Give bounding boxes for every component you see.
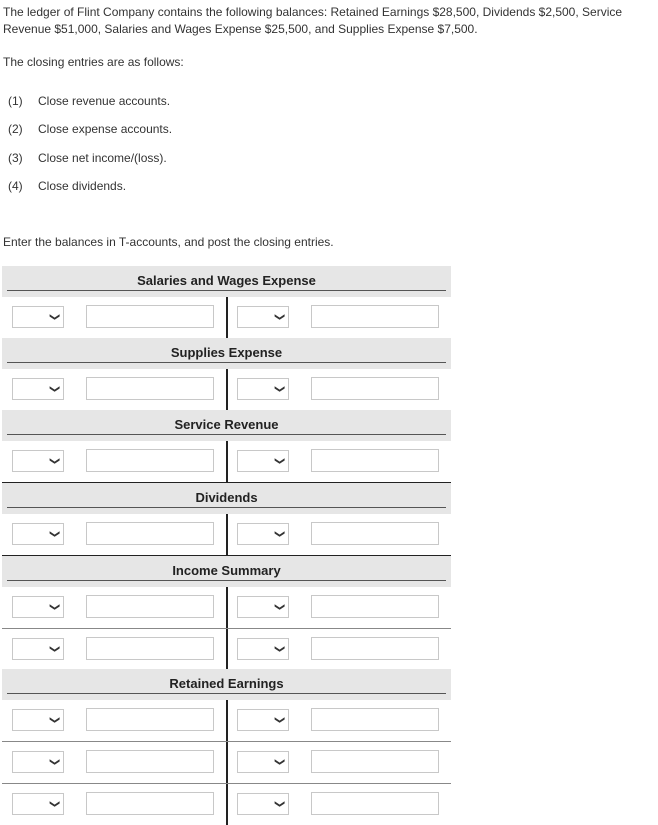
debit-amount-input[interactable] <box>86 305 214 328</box>
credit-account-select[interactable] <box>237 793 289 815</box>
t-divider <box>226 700 228 741</box>
t-row <box>2 783 451 825</box>
step-text: Close dividends. <box>38 179 127 193</box>
chevron-down-icon: ❯ <box>48 799 60 809</box>
account-header <box>2 556 451 587</box>
chevron-down-icon: ❯ <box>48 715 60 725</box>
credit-amount-input[interactable] <box>311 305 439 328</box>
debit-account-select[interactable] <box>12 306 64 328</box>
t-row <box>2 514 451 555</box>
header-rule <box>7 290 446 291</box>
credit-amount-input[interactable] <box>311 595 439 618</box>
step-text: Close expense accounts. <box>38 122 173 136</box>
t-account-income-summary <box>2 556 451 672</box>
debit-amount-input[interactable] <box>86 522 214 545</box>
t-divider <box>226 297 228 338</box>
step-2 <box>8 122 172 136</box>
t-row <box>2 587 451 628</box>
account-header <box>2 266 451 297</box>
debit-account-select[interactable] <box>12 596 64 618</box>
t-account-service-revenue <box>2 410 451 484</box>
account-title: Service Revenue <box>174 417 279 432</box>
credit-account-select[interactable] <box>237 709 289 731</box>
chevron-down-icon: ❯ <box>273 715 285 725</box>
step-number: (4) <box>8 179 23 193</box>
chevron-down-icon: ❯ <box>48 456 60 466</box>
chevron-down-icon: ❯ <box>273 602 285 612</box>
t-divider <box>226 514 228 555</box>
account-title: Retained Earnings <box>169 676 284 691</box>
credit-amount-input[interactable] <box>311 449 439 472</box>
t-divider <box>226 784 228 825</box>
credit-amount-input[interactable] <box>311 637 439 660</box>
t-divider <box>226 441 228 482</box>
debit-amount-input[interactable] <box>86 595 214 618</box>
chevron-down-icon: ❯ <box>273 529 285 539</box>
t-account-retained-earnings <box>2 669 451 825</box>
account-title: Supplies Expense <box>170 345 283 360</box>
t-row <box>2 700 451 741</box>
step-4 <box>8 179 126 193</box>
credit-account-select[interactable] <box>237 306 289 328</box>
debit-account-select[interactable] <box>12 751 64 773</box>
step-text: Close net income/(loss). <box>38 151 167 165</box>
account-header <box>2 483 451 514</box>
t-account-salaries-wages-expense <box>2 266 451 340</box>
credit-account-select[interactable] <box>237 751 289 773</box>
t-row <box>2 441 451 482</box>
debit-account-select[interactable] <box>12 793 64 815</box>
debit-account-select[interactable] <box>12 450 64 472</box>
t-row <box>2 297 451 338</box>
header-rule <box>7 434 446 435</box>
chevron-down-icon: ❯ <box>273 644 285 654</box>
t-divider <box>226 587 228 628</box>
t-account-dividends <box>2 483 451 557</box>
step-1 <box>8 94 170 108</box>
t-divider <box>226 369 228 410</box>
step-number: (2) <box>8 122 23 136</box>
header-rule <box>7 507 446 508</box>
credit-account-select[interactable] <box>237 638 289 660</box>
step-number: (1) <box>8 94 23 108</box>
credit-account-select[interactable] <box>237 523 289 545</box>
chevron-down-icon: ❯ <box>273 384 285 394</box>
t-row <box>2 628 451 670</box>
chevron-down-icon: ❯ <box>48 529 60 539</box>
debit-amount-input[interactable] <box>86 708 214 731</box>
chevron-down-icon: ❯ <box>48 602 60 612</box>
credit-amount-input[interactable] <box>311 708 439 731</box>
chevron-down-icon: ❯ <box>273 799 285 809</box>
account-header <box>2 410 451 441</box>
instructions: Enter the balances in T-accounts, and post the closing entries. <box>3 235 334 249</box>
header-rule <box>7 362 446 363</box>
credit-amount-input[interactable] <box>311 792 439 815</box>
credit-account-select[interactable] <box>237 378 289 400</box>
debit-amount-input[interactable] <box>86 377 214 400</box>
chevron-down-icon: ❯ <box>48 384 60 394</box>
account-header <box>2 669 451 700</box>
chevron-down-icon: ❯ <box>273 312 285 322</box>
step-3 <box>8 151 167 165</box>
credit-amount-input[interactable] <box>311 750 439 773</box>
chevron-down-icon: ❯ <box>273 757 285 767</box>
t-row <box>2 741 451 783</box>
closing-entries-heading: The closing entries are as follows: <box>3 55 184 69</box>
debit-account-select[interactable] <box>12 638 64 660</box>
account-title: Dividends <box>195 490 258 505</box>
credit-account-select[interactable] <box>237 450 289 472</box>
account-title: Income Summary <box>172 563 281 578</box>
credit-amount-input[interactable] <box>311 377 439 400</box>
chevron-down-icon: ❯ <box>48 644 60 654</box>
chevron-down-icon: ❯ <box>48 757 60 767</box>
debit-amount-input[interactable] <box>86 449 214 472</box>
t-divider <box>226 629 228 670</box>
debit-amount-input[interactable] <box>86 750 214 773</box>
debit-account-select[interactable] <box>12 709 64 731</box>
header-rule <box>7 580 446 581</box>
account-title: Salaries and Wages Expense <box>137 273 316 288</box>
debit-account-select[interactable] <box>12 523 64 545</box>
t-row <box>2 369 451 410</box>
debit-amount-input[interactable] <box>86 637 214 660</box>
credit-amount-input[interactable] <box>311 522 439 545</box>
step-number: (3) <box>8 151 23 165</box>
header-rule <box>7 693 446 694</box>
step-text: Close revenue accounts. <box>38 94 171 108</box>
problem-statement: The ledger of Flint Company contains the following balances: Retained Earnings $28,500, Dividends $2,500, Service Revenue $51,000, Salaries and Wages Expense $25,500, and Supplies Expense $7,500. <box>3 5 623 36</box>
t-account-supplies-expense <box>2 338 451 412</box>
credit-account-select[interactable] <box>237 596 289 618</box>
debit-amount-input[interactable] <box>86 792 214 815</box>
debit-account-select[interactable] <box>12 378 64 400</box>
chevron-down-icon: ❯ <box>48 312 60 322</box>
chevron-down-icon: ❯ <box>273 456 285 466</box>
t-divider <box>226 742 228 783</box>
account-header <box>2 338 451 369</box>
